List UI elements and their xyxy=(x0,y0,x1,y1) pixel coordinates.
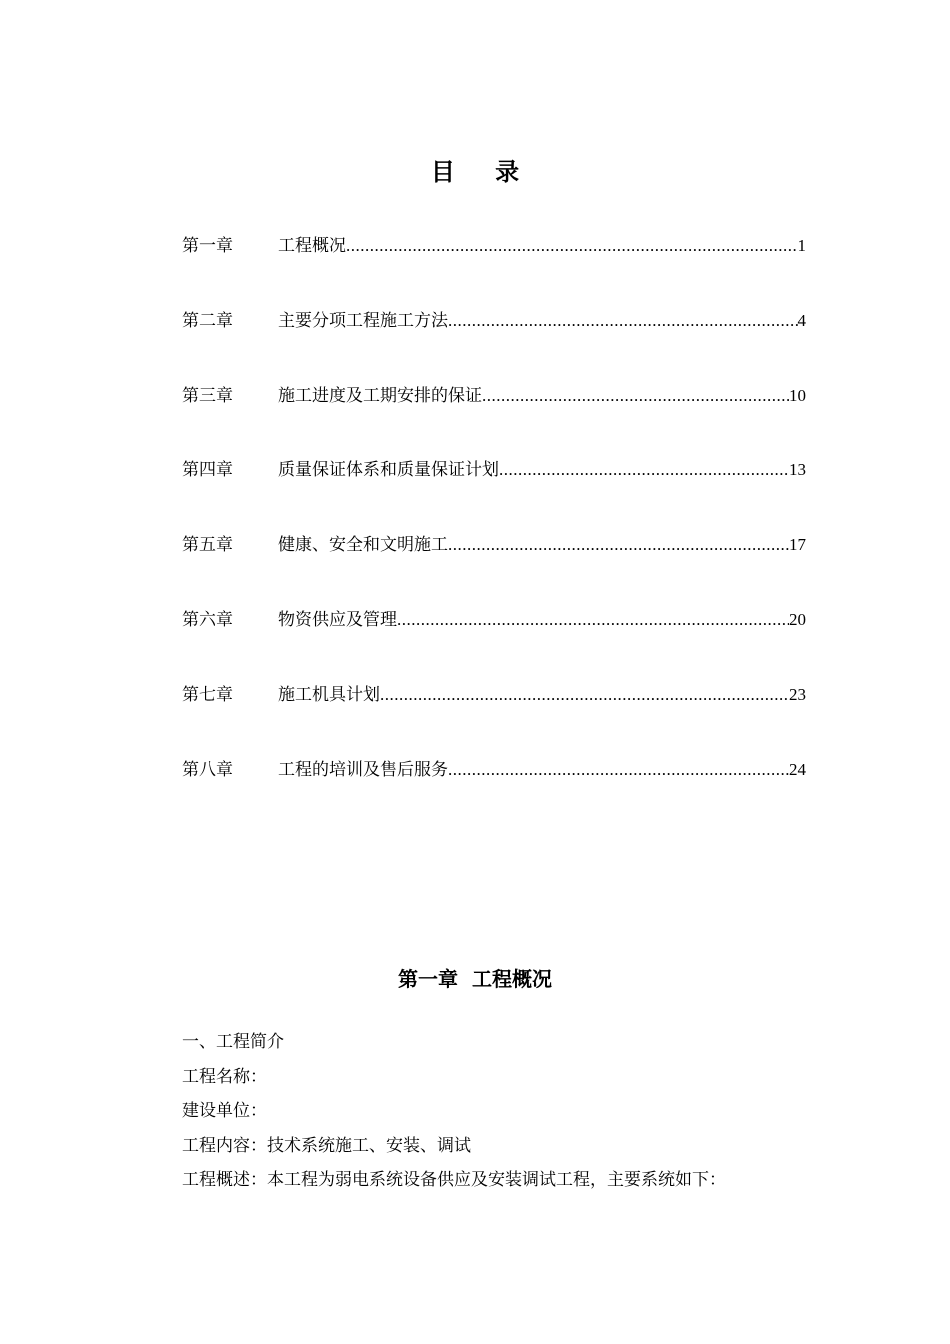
chapter-heading: 第一章 工程概况 xyxy=(398,967,552,991)
chapter-body xyxy=(182,1025,822,1198)
toc-dot-leader xyxy=(499,456,789,484)
toc-chapter-number: 第五章 xyxy=(182,535,233,556)
toc-chapter-title: 工程概况 xyxy=(278,236,346,256)
toc-dot-leader xyxy=(397,606,789,634)
toc-dot-leader xyxy=(448,756,789,784)
toc-page-number: 17 xyxy=(789,535,806,555)
toc-entry[interactable] xyxy=(182,756,806,831)
toc-entry[interactable] xyxy=(182,681,806,756)
toc-page-number: 13 xyxy=(789,460,806,480)
toc-dot-leader xyxy=(346,232,798,260)
toc-page-number: 23 xyxy=(789,684,806,704)
toc-page-number: 1 xyxy=(797,236,806,255)
toc-page-number: 4 xyxy=(797,310,806,330)
toc-page-number: 24 xyxy=(789,759,806,779)
toc-dot-leader xyxy=(448,307,798,335)
toc-dot-leader xyxy=(482,382,789,410)
toc-entry[interactable] xyxy=(182,531,806,606)
construction-unit-line: 建设单位： xyxy=(182,1101,267,1121)
toc-chapter-number: 第六章 xyxy=(182,609,233,630)
toc-chapter-title: 主要分项工程施工方法 xyxy=(278,310,448,331)
toc-chapter-number: 第八章 xyxy=(182,759,233,780)
toc-chapter-title: 施工进度及工期安排的保证 xyxy=(278,385,482,406)
toc-chapter-title: 施工机具计划 xyxy=(278,684,380,705)
toc-chapter-title: 健康、安全和文明施工 xyxy=(278,535,448,556)
toc-chapter-number: 第二章 xyxy=(182,310,233,331)
toc-list xyxy=(182,232,806,830)
toc-dot-leader xyxy=(380,681,789,709)
toc-chapter-title: 物资供应及管理 xyxy=(278,609,397,630)
toc-chapter-title: 质量保证体系和质量保证计划 xyxy=(278,460,499,481)
project-overview-line: 工程概述：本工程为弱电系统设备供应及安装调试工程，主要系统如下： xyxy=(182,1170,726,1190)
toc-chapter-number: 第一章 xyxy=(182,236,233,256)
toc-page-number: 20 xyxy=(789,609,806,629)
toc-entry[interactable] xyxy=(182,456,806,531)
toc-entry[interactable] xyxy=(182,606,806,681)
toc-entry[interactable] xyxy=(182,232,806,307)
toc-page-number: 10 xyxy=(789,385,806,405)
toc-entry[interactable] xyxy=(182,382,806,457)
toc-chapter-title: 工程的培训及售后服务 xyxy=(278,759,448,780)
toc-dot-leader xyxy=(448,531,789,559)
toc-chapter-number: 第三章 xyxy=(182,385,233,406)
toc-chapter-number: 第四章 xyxy=(182,460,233,481)
toc-chapter-number: 第七章 xyxy=(182,684,233,705)
toc-entry[interactable] xyxy=(182,307,806,382)
project-content-line: 工程内容：技术系统施工、安装、调试 xyxy=(182,1135,471,1156)
project-name-line: 工程名称： xyxy=(182,1066,267,1087)
toc-title: 目 录 xyxy=(430,157,536,186)
section-heading-project-intro: 一、工程简介 xyxy=(182,1032,284,1052)
